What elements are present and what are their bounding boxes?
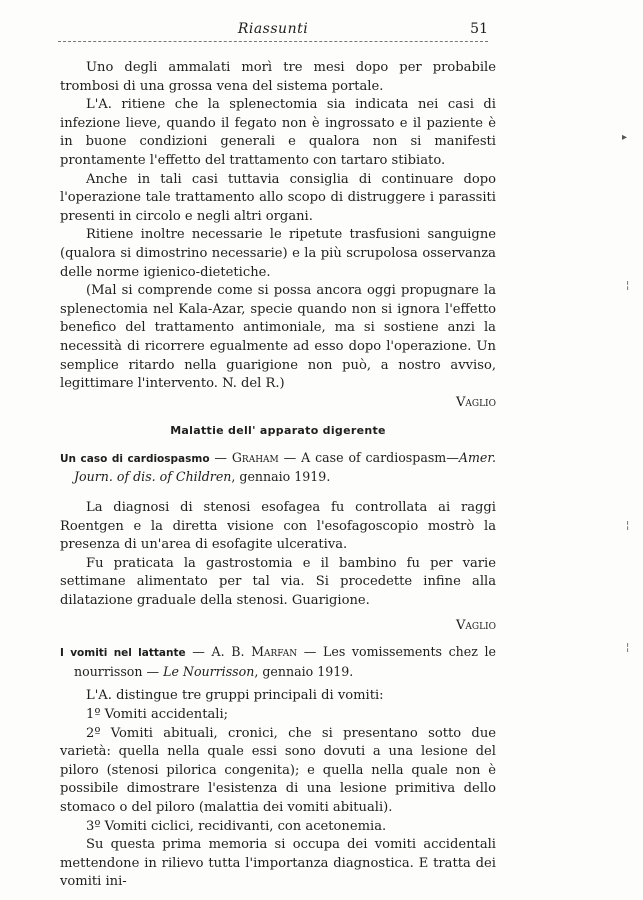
article-author: Graham	[231, 449, 279, 465]
article-date: gennaio 1919.	[239, 469, 331, 485]
paragraph: La diagnosi di stenosi esofagea fu controllata ai raggi Roentgen e la diretta visione con l'esofagoscopio mostrò la presenza di un'area di esofagite ulcerativa.	[60, 500, 496, 553]
list-item: 1º Vomiti accidentali;	[86, 707, 229, 722]
article-author: A. B. Marfan	[211, 644, 298, 660]
article-date: gennaio 1919.	[262, 663, 354, 679]
margin-mark: ¦	[626, 642, 630, 653]
article-title: Un caso di cardiospasmo	[60, 452, 210, 465]
article-source: A case of cardiospasm—	[301, 449, 459, 465]
paragraph: L'A. distingue tre gruppi principali di vomiti:	[86, 688, 384, 704]
header-rule	[58, 41, 488, 42]
running-title: Riassunti	[237, 21, 309, 37]
margin-mark: ¦	[626, 280, 630, 291]
margin-mark: ¦	[626, 520, 630, 531]
page-number: 51	[470, 21, 488, 37]
paragraph: Anche in tali casi tuttavia consiglia di continuare dopo l'operazione tale trattamento allo scopo di distruggere i parassiti presenti in circolo e negli altri organi.	[60, 171, 496, 224]
paragraph: Fu praticata la gastrostomia e il bambino fu per varie settimane alimentato per tal via. Si procedette infine alla dilatazione graduale della stenosi. Guarigione.	[60, 555, 496, 609]
article-source: Les vomissements chez le nourrisson —	[74, 644, 496, 679]
article-reference: Un caso di cardiospasmo — Graham — A case of cardiospasm—Amer. Journ. of dis. of Children, gennaio 1919.	[60, 449, 496, 485]
article-title: I vomiti nel lattante	[60, 647, 186, 660]
signature: Vaglio	[455, 394, 496, 410]
signature: Vaglio	[455, 617, 496, 633]
list-item: 2º Vomiti abituali, cronici, che si presentano sotto due varietà: quella nella quale essi sono dovuti a una lesione del piloro (stenosi pilorica congenita); e quella nella quale non è possibile dimostrare l'esistenza di una lesione primitiva dello stomaco o del piloro (malattia dei vomiti abituali).	[60, 725, 496, 815]
journal-name: Le Nourrisson	[163, 663, 255, 679]
editor-note: (Mal si comprende come si possa ancora oggi propugnare la splenectomia nel Kala-Azar, specie quando non si ignora l'effetto benefico del trattamento antimoniale, ma si sostiene anzi la necessità di ricorrere egualmente ad esso dopo l'operazione. Un semplice ritardo nella guarigione non può, a nostro avviso, legittimare l'intervento. N. del R.)	[60, 283, 496, 392]
list-item: 3º Vomiti ciclici, recidivanti, con acetonemia.	[86, 818, 387, 834]
running-header	[58, 20, 488, 44]
paragraph: Ritiene inoltre necessarie le ripetute trasfusioni sanguigne (qualora si dimostrino necessarie) e la più scrupolosa osservanza delle norme igienico-dietetiche.	[60, 227, 496, 280]
article-reference: I vomiti nel lattante — A. B. Marfan — Les vomissements chez le nourrisson — Le Nourrisson, gennaio 1919.	[60, 644, 496, 679]
journal-name: Amer. Journ. of dis. of Children	[74, 449, 496, 485]
paragraph: L'A. ritiene che la splenectomia sia indicata nei casi di infezione lieve, quando il fegato non è ingrossato e il paziente è in buone condizioni generali e qualora non si manifesti prontamente l'effetto del trattamento con tartaro stibiato.	[60, 97, 496, 168]
margin-mark: ▸	[622, 132, 628, 143]
body-text	[60, 59, 496, 892]
paragraph: Uno degli ammalati morì tre mesi dopo per probabile trombosi di una grossa vena del sistema portale.	[60, 60, 496, 94]
section-heading: Malattie dell' apparato digerente	[170, 424, 386, 438]
paragraph: Su questa prima memoria si occupa dei vomiti accidentali mettendone in rilievo tutta l'importanza diagnostica. E tratta dei vomiti ini-	[60, 837, 496, 890]
